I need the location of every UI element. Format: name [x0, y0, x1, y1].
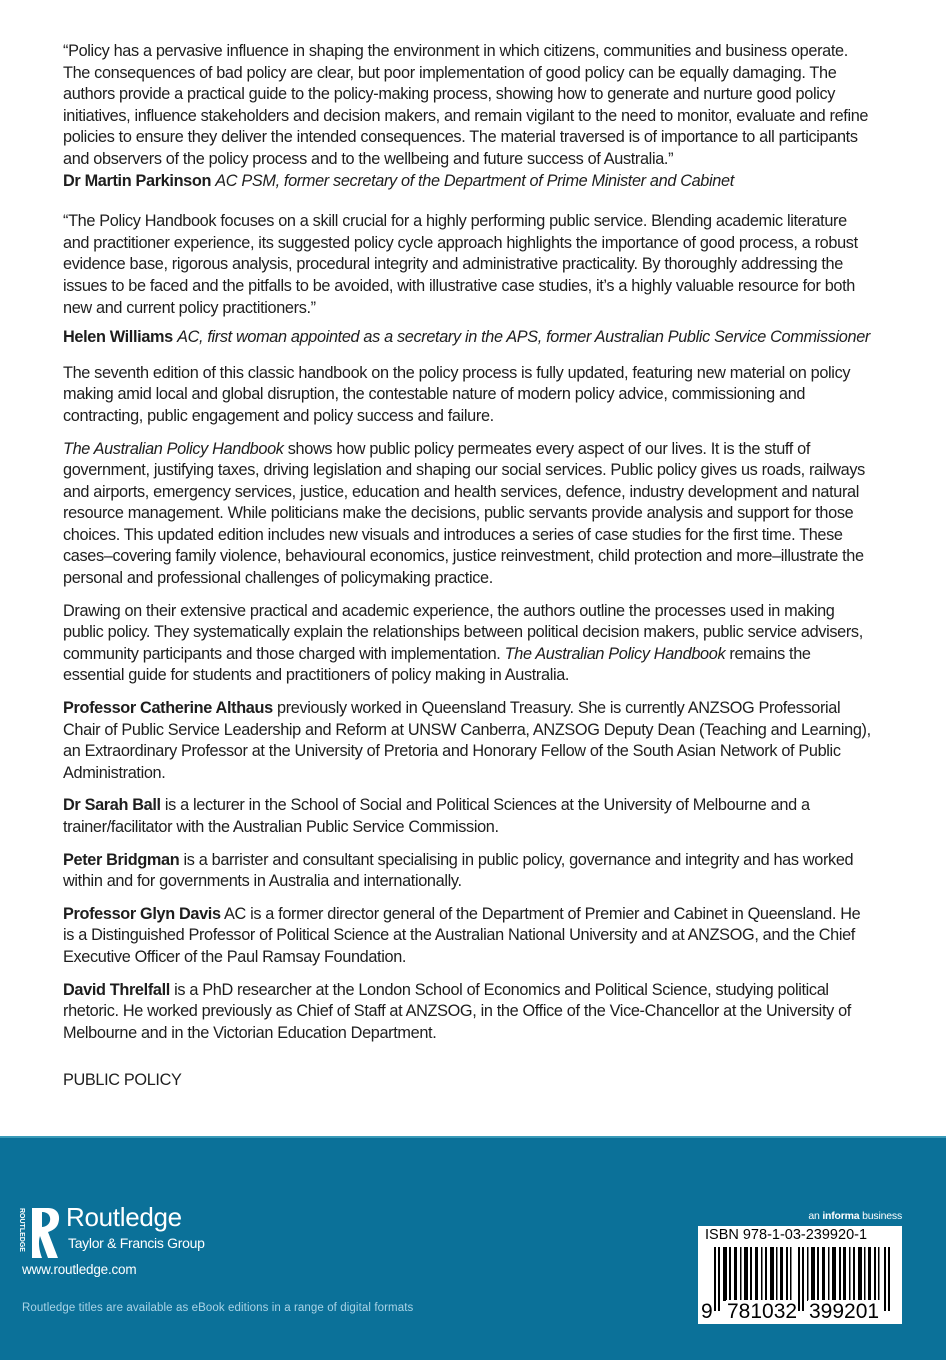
endorsement-attribution: [63, 171, 873, 193]
paragraph-text: Drawing on their extensive practical and academic experience, the authors outline the processes used in making public policy. They systematically explain the relationships between political decision makers, public service advisers, community participants and those charged with implementation.: [63, 601, 863, 663]
author-bio-text: is a PhD researcher at the London School of Economics and Political Science, studying political rhetoric. He worked previously as Chief of Staff at ANZSOG, in the Office of the Vice-Chancellor at the University of Melbourne and in the Victorian Education Department.: [63, 980, 851, 1042]
description-paragraph: [63, 601, 873, 687]
author-bio: [63, 980, 873, 1045]
author-bio-text: is a lecturer in the School of Social and Political Sciences at the University of Melbourne and a trainer/facilitator with the Australian Public Service Commission.: [63, 796, 810, 836]
routledge-r-icon: [18, 1204, 62, 1260]
endorser-credentials: AC, first woman appointed as a secretary in the APS, former Australian Public Service Commissioner: [177, 328, 870, 347]
isbn-barcode: [698, 1226, 902, 1324]
barcode-digit-group: 781032: [727, 1300, 798, 1323]
paragraph-text: shows how public policy permeates every aspect of our lives. It is the stuff of government, justifying taxes, driving legislation and shaping our social services. Public policy gives us roads, railways and airports, emergency services, justice, education and health services, defence, industry development and natural resource management. While politicians make the decisions, public servants provide analysis and support for those choices. This updated edition includes new visuals and introduces a series of case studies for the first time. These cases–covering family violence, behavioural economics, justice reinvestment, child protection and more–illustrate the personal and professional challenges of policymaking practice.: [63, 439, 865, 588]
author-bio-text: is a barrister and consultant specialising in public policy, governance and integrity and has worked within and for governments in Australia and internationally.: [63, 850, 854, 891]
tagline-text: business: [859, 1210, 902, 1222]
author-name: Professor Catherine Althaus: [63, 699, 273, 718]
book-title: The Australian Policy Handbook: [63, 439, 284, 458]
author-name: Professor Glyn Davis: [63, 904, 221, 923]
routledge-logo[interactable]: [18, 1204, 248, 1270]
endorsement-attribution: [63, 327, 873, 349]
informa-tagline: [808, 1210, 902, 1222]
author-bio: [63, 698, 873, 784]
barcode-digit-group: 399201: [809, 1300, 880, 1323]
endorser-name: Dr Martin Parkinson: [63, 171, 212, 190]
publisher-name: Routledge: [66, 1202, 182, 1232]
publisher-website-link[interactable]: www.routledge.com: [22, 1262, 137, 1277]
description-paragraph: The seventh edition of this classic handbook on the policy process is fully updated, featuring new material on policy making amid local and global disruption, the contestable nature of modern policy advice, commissioning and contracting, public engagement and policy success and failure.: [63, 363, 851, 425]
back-cover-text: [63, 41, 873, 1092]
author-bio: [63, 795, 873, 838]
publisher-group: Taylor & Francis Group: [68, 1235, 205, 1251]
endorsement-quote: “Policy has a pervasive influence in shaping the environment in which citizens, communities and business operate. The consequences of bad policy are clear, but poor implementation of good policy can be equally damaging. The authors provide a practical guide to the policy-making process, showing how to generate and nurture good policy initiatives, influence stakeholders and decision makers, and remain vigilant to the need to monitor, evaluate and refine policies to ensure they deliver the intended consequences. The material traversed is of importance to all participants and observers of the policy process and to the wellbeing and future success of Australia.”: [63, 42, 869, 168]
author-bio-text: AC is a former director general of the Department of Premier and Cabinet in Queensland. He is a Distinguished Professor of Political Science at the Australian National University and at ANZSOG, and the Chief Executive Officer of the Paul Ramsay Foundation.: [63, 904, 861, 966]
author-name: Dr Sarah Ball: [63, 796, 161, 815]
endorser-name: Helen Williams: [63, 328, 173, 347]
author-bio: [63, 904, 873, 969]
informa-brand: informa: [822, 1210, 860, 1222]
author-bio-text: previously worked in Queensland Treasury. She is currently ANZSOG Professorial Chair of Public Service Leadership and Reform at UNSW Canberra, ANZSOG Deputy Dean (Teaching and Learning), an Extraordinary Professor at the University of Pretoria and Honorary Fellow of the South Asian Network of Public Administration.: [63, 699, 871, 782]
publisher-footer: [0, 1136, 946, 1360]
book-title: The Australian Policy Handbook: [504, 644, 726, 663]
ebook-availability-note: Routledge titles are available as eBook editions in a range of digital formats: [22, 1302, 414, 1314]
author-name: Peter Bridgman: [63, 850, 180, 869]
svg-text:ROUTLEDGE: ROUTLEDGE: [18, 1208, 25, 1252]
endorser-credentials: AC PSM, former secretary of the Department of Prime Minister and Cabinet: [215, 171, 734, 190]
author-name: David Threlfall: [63, 980, 170, 999]
author-bio: [63, 850, 873, 893]
paragraph-text: remains the essential guide for students and practitioners of policy making in Australia.: [63, 644, 811, 685]
endorsement-quote: “The Policy Handbook focuses on a skill crucial for a highly performing public service. Blending academic literature and practitioner experience, its suggested policy cycle approach highlights the importance of good process, a robust evidence base, rigorous analysis, procedural integrity and administrative practicality. By thoroughly addressing the issues to be faced and the pitfalls to be avoided, with illustrative case studies, it’s a highly valuable resource for both new and current policy practitioners.”: [63, 212, 858, 317]
barcode-digit-group: 9: [701, 1300, 713, 1323]
tagline-text: an: [808, 1210, 823, 1222]
subject-category: PUBLIC POLICY: [63, 1071, 182, 1090]
description-paragraph: [63, 439, 873, 590]
isbn-number: ISBN 978-1-03-239920-1: [705, 1227, 868, 1243]
